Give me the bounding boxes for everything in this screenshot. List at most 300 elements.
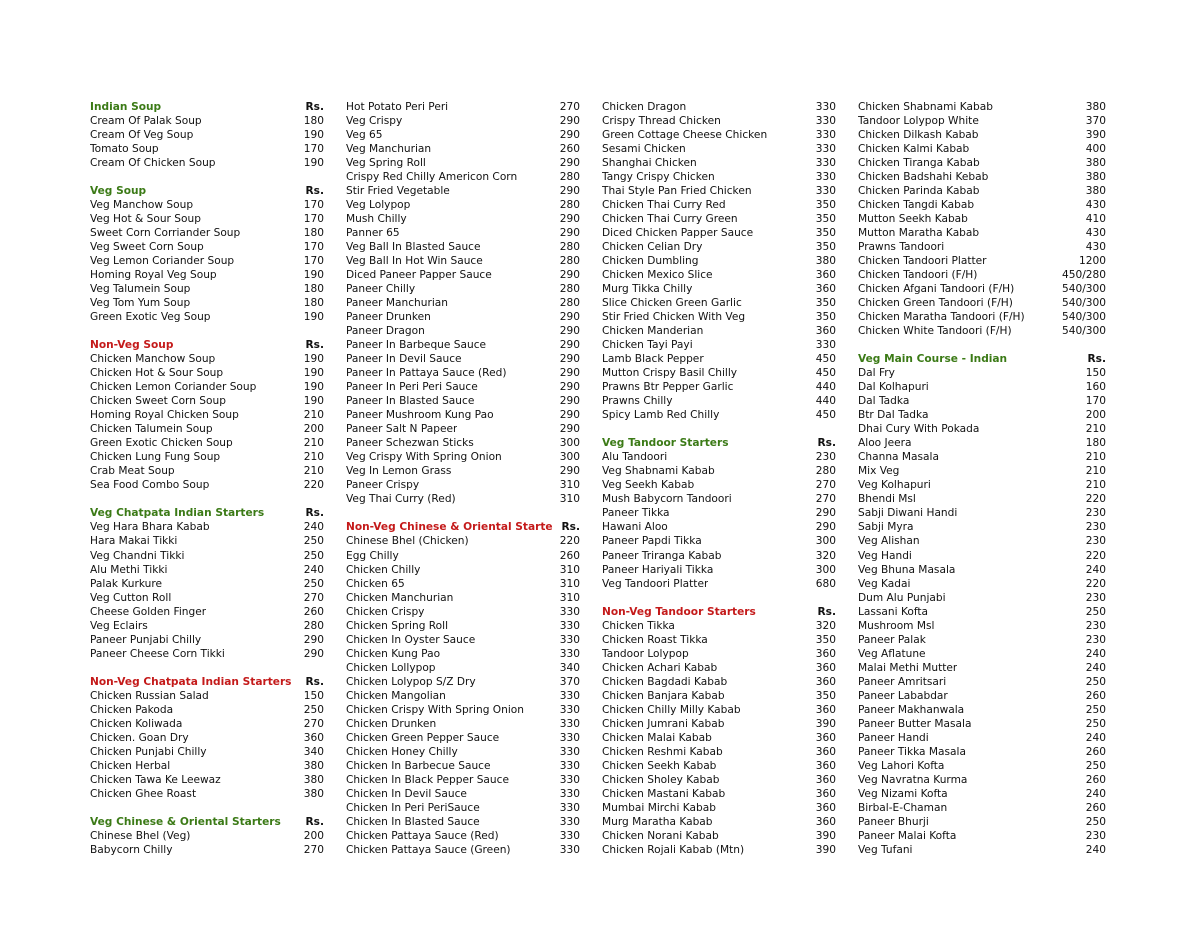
item-price: 430 xyxy=(1085,199,1106,212)
menu-item xyxy=(346,408,580,422)
menu-item xyxy=(346,114,580,128)
item-name: Chicken Seekh Kabab xyxy=(602,759,717,772)
item-name: Cream Of Chicken Soup xyxy=(90,157,216,170)
menu-item xyxy=(858,268,1106,282)
item-name: Chicken Manchow Soup xyxy=(90,353,216,366)
menu-item xyxy=(858,450,1106,464)
item-name: Chicken Honey Chilly xyxy=(346,745,458,758)
spacer xyxy=(90,801,324,815)
item-name: Prawns Tandoori xyxy=(858,241,945,254)
section-heading xyxy=(90,100,324,114)
menu-item xyxy=(602,156,836,170)
spacer xyxy=(90,170,324,184)
item-name: Chicken Reshmi Kabab xyxy=(602,745,723,758)
section-title: Non-Veg Tandoor Starters xyxy=(602,605,756,618)
menu-item xyxy=(858,703,1106,717)
item-name: Veg Navratna Kurma xyxy=(858,773,968,786)
item-price: 250 xyxy=(303,535,324,548)
menu-item xyxy=(858,675,1106,689)
item-price: 330 xyxy=(559,717,580,730)
item-price: 330 xyxy=(815,101,836,113)
item-name: Dhai Cury With Pokada xyxy=(858,423,980,436)
menu-item xyxy=(858,464,1106,478)
menu-item xyxy=(858,212,1106,226)
item-price: 360 xyxy=(815,787,836,800)
menu-item xyxy=(346,184,580,198)
price-header: Rs. xyxy=(817,437,836,450)
menu-item xyxy=(346,759,580,773)
menu-item xyxy=(602,647,836,661)
item-price: 180 xyxy=(303,283,324,296)
item-price: 340 xyxy=(559,661,580,674)
item-price: 290 xyxy=(559,227,580,240)
menu-item xyxy=(346,675,580,689)
item-name: Panner 65 xyxy=(346,227,400,240)
spacer xyxy=(90,324,324,338)
item-price: 380 xyxy=(303,773,324,786)
menu-item xyxy=(858,591,1106,605)
item-name: Chicken Green Pepper Sauce xyxy=(346,731,500,744)
item-price: 330 xyxy=(559,773,580,786)
item-price: 240 xyxy=(1085,843,1106,856)
menu-item xyxy=(602,408,836,422)
item-price: 360 xyxy=(815,675,836,688)
item-price: 360 xyxy=(815,703,836,716)
section-heading xyxy=(90,506,324,520)
item-name: Aloo Jeera xyxy=(858,437,912,450)
item-name: Cheese Golden Finger xyxy=(90,605,207,618)
menu-item xyxy=(90,773,324,787)
item-name: Paneer Makhanwala xyxy=(858,703,965,716)
item-name: Cream Of Veg Soup xyxy=(90,129,194,142)
item-price: 180 xyxy=(303,297,324,310)
item-price: 280 xyxy=(815,465,836,478)
menu-item xyxy=(858,184,1106,198)
item-price: 260 xyxy=(559,549,580,562)
menu-item xyxy=(858,815,1106,829)
item-price: 440 xyxy=(815,395,836,408)
item-price: 280 xyxy=(559,255,580,268)
item-price: 290 xyxy=(559,465,580,478)
item-name: Slice Chicken Green Garlic xyxy=(602,297,742,310)
item-name: Veg Alishan xyxy=(858,535,920,548)
item-price: 290 xyxy=(559,325,580,338)
menu-item xyxy=(90,689,324,703)
item-name: Mutton Seekh Kabab xyxy=(858,213,968,226)
item-name: Veg Nizami Kofta xyxy=(858,787,948,800)
item-name: Chicken In Devil Sauce xyxy=(346,787,467,800)
item-price: 390 xyxy=(815,717,836,730)
menu-item xyxy=(858,534,1106,548)
menu-item xyxy=(90,436,324,450)
menu-item xyxy=(602,212,836,226)
item-name: Dal Kolhapuri xyxy=(858,381,929,394)
item-name: Chicken 65 xyxy=(346,577,405,590)
menu-item xyxy=(346,563,580,577)
item-price: 360 xyxy=(815,269,836,282)
item-price: 380 xyxy=(1085,101,1106,113)
item-name: Veg Lahori Kofta xyxy=(858,759,945,772)
item-price: 310 xyxy=(559,563,580,576)
menu-column-2 xyxy=(346,100,580,857)
item-name: Chicken Mexico Slice xyxy=(602,269,713,282)
menu-item xyxy=(858,366,1106,380)
item-price: 350 xyxy=(815,297,836,310)
item-price: 240 xyxy=(1085,731,1106,744)
spacer xyxy=(602,422,836,436)
item-name: Veg Manchow Soup xyxy=(90,199,194,212)
item-name: Paneer In Blasted Sauce xyxy=(346,395,475,408)
item-price: 270 xyxy=(303,843,324,856)
item-price: 340 xyxy=(303,745,324,758)
item-name: Paneer Crispy xyxy=(346,479,420,492)
item-name: Birbal-E-Chaman xyxy=(858,801,948,814)
item-price: 270 xyxy=(815,479,836,492)
spacer xyxy=(90,661,324,675)
item-price: 300 xyxy=(559,437,580,450)
item-price: 170 xyxy=(303,255,324,268)
item-name: Chicken Malai Kabab xyxy=(602,731,712,744)
item-price: 290 xyxy=(815,521,836,534)
item-price: 360 xyxy=(303,731,324,744)
item-name: Hawani Aloo xyxy=(602,521,668,534)
item-price: 300 xyxy=(559,451,580,464)
item-name: Chicken Thai Curry Green xyxy=(602,213,738,226)
menu-item xyxy=(346,815,580,829)
menu-item xyxy=(346,703,580,717)
item-price: 290 xyxy=(559,311,580,324)
section-title: Veg Chinese & Oriental Starters xyxy=(90,815,281,828)
item-name: Chicken Lung Fung Soup xyxy=(90,451,221,464)
price-header: Rs. xyxy=(305,185,324,198)
item-name: Chicken Lollypop xyxy=(346,661,436,674)
menu-item xyxy=(346,240,580,254)
item-name: Bhendi Msl xyxy=(858,493,916,506)
item-price: 240 xyxy=(303,521,324,534)
item-price: 450 xyxy=(815,367,836,380)
item-name: Mutton Maratha Kabab xyxy=(858,227,980,240)
item-name: Mumbai Mirchi Kabab xyxy=(602,801,716,814)
menu-item xyxy=(90,380,324,394)
item-price: 270 xyxy=(303,591,324,604)
menu-item xyxy=(858,408,1106,422)
menu-item xyxy=(858,563,1106,577)
item-name: Chicken Dilkash Kabab xyxy=(858,129,979,142)
item-name: Veg Tufani xyxy=(858,843,913,856)
item-name: Homing Royal Veg Soup xyxy=(90,269,217,282)
item-name: Chicken In Peri PeriSauce xyxy=(346,801,480,814)
item-name: Egg Chilly xyxy=(346,549,399,562)
menu-item xyxy=(90,745,324,759)
item-price: 360 xyxy=(815,759,836,772)
item-name: Chicken Kung Pao xyxy=(346,647,441,660)
menu-item xyxy=(602,787,836,801)
item-name: Veg Kolhapuri xyxy=(858,479,931,492)
menu-item xyxy=(346,324,580,338)
item-name: Chicken Spring Roll xyxy=(346,619,449,632)
menu-item xyxy=(602,198,836,212)
menu-item xyxy=(602,282,836,296)
menu-item xyxy=(858,549,1106,563)
item-name: Chicken Drunken xyxy=(346,717,437,730)
section-heading xyxy=(346,520,580,534)
item-price: 280 xyxy=(559,297,580,310)
item-price: 350 xyxy=(815,213,836,226)
menu-item xyxy=(602,352,836,366)
item-price: 290 xyxy=(559,115,580,128)
item-name: Crispy Thread Chicken xyxy=(602,115,721,128)
menu-item xyxy=(858,773,1106,787)
item-price: 170 xyxy=(303,213,324,226)
item-name: Sabji Myra xyxy=(858,521,914,534)
menu-item xyxy=(90,843,324,857)
section-heading xyxy=(602,436,836,450)
item-name: Homing Royal Chicken Soup xyxy=(90,409,239,422)
item-price: 350 xyxy=(815,199,836,212)
item-name: Paneer Tikka Masala xyxy=(858,745,966,758)
menu-item xyxy=(346,296,580,310)
section-title: Non-Veg Chinese & Oriental Starte xyxy=(346,521,553,534)
item-name: Chicken Green Tandoori (F/H) xyxy=(858,297,1013,310)
item-price: 390 xyxy=(815,843,836,856)
item-name: Mix Veg xyxy=(858,465,900,478)
item-price: 330 xyxy=(559,647,580,660)
spacer xyxy=(90,492,324,506)
menu-item xyxy=(90,366,324,380)
item-price: 190 xyxy=(303,381,324,394)
menu-item xyxy=(858,759,1106,773)
item-price: 190 xyxy=(303,311,324,324)
item-price: 330 xyxy=(559,843,580,856)
item-name: Stir Fried Chicken With Veg xyxy=(602,311,746,324)
menu-item xyxy=(90,296,324,310)
menu-item xyxy=(346,226,580,240)
item-price: 240 xyxy=(1085,563,1106,576)
item-name: Veg Sweet Corn Soup xyxy=(90,241,204,254)
item-price: 290 xyxy=(559,395,580,408)
item-name: Tandoor Lolypop White xyxy=(858,115,979,128)
section-heading xyxy=(90,815,324,829)
item-price: 330 xyxy=(559,689,580,702)
menu-item xyxy=(858,492,1106,506)
item-price: 310 xyxy=(559,591,580,604)
item-price: 310 xyxy=(559,577,580,590)
item-price: 350 xyxy=(815,689,836,702)
item-name: Cream Of Palak Soup xyxy=(90,115,202,128)
menu-column-4 xyxy=(858,100,1106,857)
menu-item xyxy=(346,689,580,703)
price-header: Rs. xyxy=(305,507,324,520)
item-price: 160 xyxy=(1085,381,1106,394)
item-price: 310 xyxy=(559,493,580,506)
item-name: Paneer Triranga Kabab xyxy=(602,549,722,562)
item-price: 290 xyxy=(303,633,324,646)
item-name: Dum Alu Punjabi xyxy=(858,591,946,604)
menu-item xyxy=(858,422,1106,436)
menu-column-1 xyxy=(90,100,324,857)
item-name: Thai Style Pan Fried Chicken xyxy=(602,185,752,198)
menu-item xyxy=(90,464,324,478)
menu-item xyxy=(602,240,836,254)
item-name: Diced Paneer Papper Sauce xyxy=(346,269,492,282)
menu-item xyxy=(858,142,1106,156)
item-price: 330 xyxy=(559,829,580,842)
item-price: 380 xyxy=(1085,157,1106,170)
item-name: Veg 65 xyxy=(346,129,383,142)
item-name: Chinese Bhel (Chicken) xyxy=(346,535,469,548)
item-name: Veg Ball In Blasted Sauce xyxy=(346,241,481,254)
item-name: Chicken Tayi Payi xyxy=(602,339,693,352)
menu-item xyxy=(858,787,1106,801)
menu-item xyxy=(858,843,1106,857)
item-name: Sabji Diwani Handi xyxy=(858,507,958,520)
menu-item xyxy=(858,324,1106,338)
item-name: Chicken Jumrani Kabab xyxy=(602,717,725,730)
item-price: 330 xyxy=(559,745,580,758)
menu-item xyxy=(90,226,324,240)
item-price: 330 xyxy=(559,731,580,744)
item-price: 210 xyxy=(1085,465,1106,478)
menu-item xyxy=(90,394,324,408)
item-name: Paneer In Pattaya Sauce (Red) xyxy=(346,367,507,380)
item-name: Palak Kurkure xyxy=(90,577,162,590)
item-price: 330 xyxy=(815,171,836,184)
menu-item xyxy=(858,801,1106,815)
item-name: Veg Chandni Tikki xyxy=(90,549,185,562)
item-price: 310 xyxy=(559,479,580,492)
item-name: Chicken Tawa Ke Leewaz xyxy=(90,773,221,786)
section-title: Non-Veg Soup xyxy=(90,339,174,352)
item-price: 190 xyxy=(303,395,324,408)
item-price: 190 xyxy=(303,269,324,282)
item-price: 260 xyxy=(559,143,580,156)
menu-item xyxy=(602,675,836,689)
item-name: Paneer Manchurian xyxy=(346,297,448,310)
item-price: 230 xyxy=(1085,619,1106,632)
item-name: Mush Babycorn Tandoori xyxy=(602,493,732,506)
item-name: Veg Seekh Kabab xyxy=(602,479,695,492)
menu-item xyxy=(346,156,580,170)
menu-item xyxy=(602,661,836,675)
item-name: Paneer Dragon xyxy=(346,325,425,338)
menu-item xyxy=(346,450,580,464)
menu-item xyxy=(602,296,836,310)
menu-item xyxy=(602,100,836,114)
item-name: Chicken Sholey Kabab xyxy=(602,773,720,786)
menu-item xyxy=(858,198,1106,212)
menu-item xyxy=(858,296,1106,310)
item-price: 230 xyxy=(1085,507,1106,520)
item-price: 330 xyxy=(815,129,836,142)
item-name: Chicken White Tandoori (F/H) xyxy=(858,325,1012,338)
menu-item xyxy=(346,380,580,394)
item-price: 540/300 xyxy=(1061,311,1106,324)
menu-item xyxy=(90,212,324,226)
item-name: Paneer Hariyali Tikka xyxy=(602,563,714,576)
menu-item xyxy=(858,310,1106,324)
menu-item xyxy=(346,787,580,801)
menu-item xyxy=(346,773,580,787)
item-name: Veg Shabnami Kabab xyxy=(602,465,715,478)
item-price: 360 xyxy=(815,647,836,660)
price-header: Rs. xyxy=(1087,353,1106,366)
item-price: 380 xyxy=(815,255,836,268)
item-price: 330 xyxy=(559,815,580,828)
menu-item xyxy=(602,703,836,717)
item-name: Prawns Chilly xyxy=(602,395,673,408)
item-price: 430 xyxy=(1085,241,1106,254)
item-name: Chicken Achari Kabab xyxy=(602,661,718,674)
item-name: Chicken Maratha Tandoori (F/H) xyxy=(858,311,1025,324)
item-price: 320 xyxy=(815,619,836,632)
item-price: 330 xyxy=(559,801,580,814)
menu-item xyxy=(90,829,324,843)
item-price: 180 xyxy=(303,227,324,240)
item-name: Babycorn Chilly xyxy=(90,843,173,856)
menu-item xyxy=(858,100,1106,114)
menu-item xyxy=(346,394,580,408)
menu-item xyxy=(90,240,324,254)
item-price: 180 xyxy=(1085,437,1106,450)
menu-item xyxy=(602,450,836,464)
item-price: 210 xyxy=(1085,479,1106,492)
item-name: Veg Aflatune xyxy=(858,647,926,660)
item-name: Chicken Manderian xyxy=(602,325,704,338)
item-name: Veg Thai Curry (Red) xyxy=(346,493,456,506)
menu-item xyxy=(602,563,836,577)
menu-item xyxy=(858,282,1106,296)
menu-item xyxy=(90,605,324,619)
item-price: 350 xyxy=(815,241,836,254)
item-price: 290 xyxy=(815,507,836,520)
item-name: Chicken Rojali Kabab (Mtn) xyxy=(602,843,745,856)
menu-item xyxy=(602,745,836,759)
item-price: 190 xyxy=(303,353,324,366)
item-price: 430 xyxy=(1085,227,1106,240)
item-price: 290 xyxy=(559,409,580,422)
item-price: 150 xyxy=(1085,367,1106,380)
section-heading xyxy=(90,675,324,689)
item-name: Chicken Pattaya Sauce (Red) xyxy=(346,829,499,842)
menu-item xyxy=(858,478,1106,492)
menu-item xyxy=(90,577,324,591)
item-price: 280 xyxy=(559,283,580,296)
item-price: 540/300 xyxy=(1061,325,1106,338)
item-name: Malai Methi Mutter xyxy=(858,661,958,674)
item-name: Spicy Lamb Red Chilly xyxy=(602,409,720,422)
item-price: 290 xyxy=(559,367,580,380)
menu-item xyxy=(346,464,580,478)
item-price: 360 xyxy=(815,731,836,744)
item-price: 260 xyxy=(1085,773,1106,786)
item-name: Green Exotic Veg Soup xyxy=(90,311,211,324)
item-price: 210 xyxy=(1085,451,1106,464)
item-name: Paneer Cheese Corn Tikki xyxy=(90,647,225,660)
item-price: 540/300 xyxy=(1061,283,1106,296)
item-price: 380 xyxy=(303,759,324,772)
menu-item xyxy=(602,114,836,128)
item-price: 210 xyxy=(303,409,324,422)
item-name: Veg Cutton Roll xyxy=(90,591,172,604)
item-name: Green Exotic Chicken Soup xyxy=(90,437,233,450)
item-price: 320 xyxy=(815,549,836,562)
menu-item xyxy=(90,619,324,633)
item-name: Veg Crispy With Spring Onion xyxy=(346,451,502,464)
menu-item xyxy=(90,142,324,156)
item-name: Paneer In Devil Sauce xyxy=(346,353,462,366)
item-price: 190 xyxy=(303,367,324,380)
item-name: Chicken Dumbling xyxy=(602,255,699,268)
